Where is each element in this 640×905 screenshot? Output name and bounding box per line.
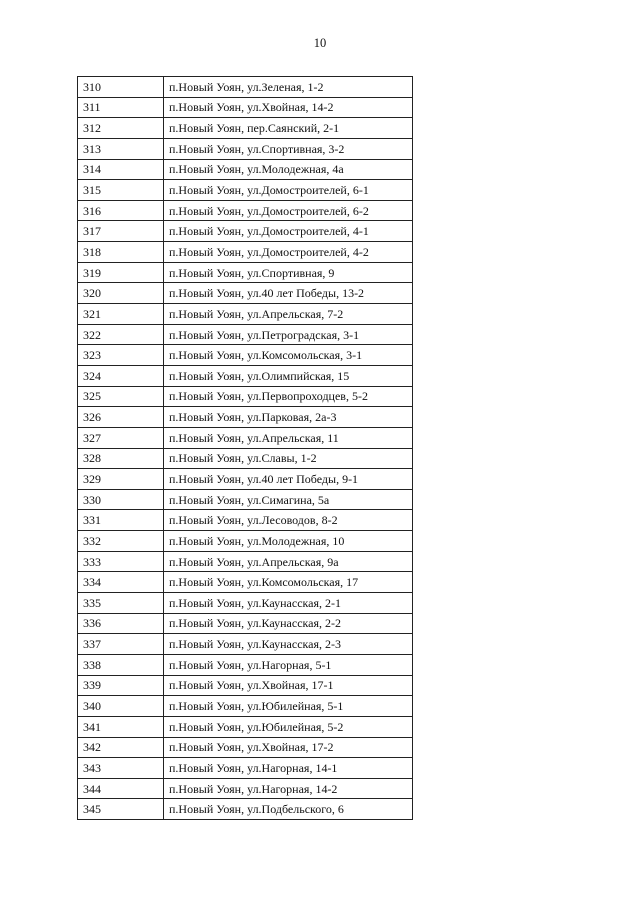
address-cell: п.Новый Уоян, ул.Каунасская, 2-1 <box>164 593 413 614</box>
row-number-cell: 319 <box>78 262 164 283</box>
table-row <box>78 386 413 407</box>
table-row <box>78 427 413 448</box>
table-row <box>78 778 413 799</box>
table-row <box>78 324 413 345</box>
row-number-cell: 326 <box>78 407 164 428</box>
table-row <box>78 118 413 139</box>
row-number-cell: 311 <box>78 97 164 118</box>
table-row <box>78 654 413 675</box>
address-cell: п.Новый Уоян, ул.Хвойная, 17-2 <box>164 737 413 758</box>
address-cell: п.Новый Уоян, ул.Славы, 1-2 <box>164 448 413 469</box>
row-number-cell: 335 <box>78 593 164 614</box>
row-number-cell: 339 <box>78 675 164 696</box>
address-cell: п.Новый Уоян, ул.Симагина, 5а <box>164 489 413 510</box>
address-cell: п.Новый Уоян, ул.Парковая, 2а-3 <box>164 407 413 428</box>
row-number-cell: 324 <box>78 365 164 386</box>
table-row <box>78 448 413 469</box>
table-row <box>78 77 413 98</box>
address-cell: п.Новый Уоян, пер.Саянский, 2-1 <box>164 118 413 139</box>
table-row <box>78 510 413 531</box>
address-cell: п.Новый Уоян, ул.Зеленая, 1-2 <box>164 77 413 98</box>
table-row <box>78 799 413 820</box>
table-row <box>78 758 413 779</box>
row-number-cell: 338 <box>78 654 164 675</box>
table-row <box>78 469 413 490</box>
row-number-cell: 320 <box>78 283 164 304</box>
address-cell: п.Новый Уоян, ул.Хвойная, 14-2 <box>164 97 413 118</box>
row-number-cell: 325 <box>78 386 164 407</box>
address-cell: п.Новый Уоян, ул.Апрельская, 11 <box>164 427 413 448</box>
address-cell: п.Новый Уоян, ул.Комсомольская, 3-1 <box>164 345 413 366</box>
row-number-cell: 344 <box>78 778 164 799</box>
address-cell: п.Новый Уоян, ул.Олимпийская, 15 <box>164 365 413 386</box>
row-number-cell: 327 <box>78 427 164 448</box>
table-row <box>78 613 413 634</box>
address-cell: п.Новый Уоян, ул.Лесоводов, 8-2 <box>164 510 413 531</box>
address-cell: п.Новый Уоян, ул.Спортивная, 9 <box>164 262 413 283</box>
row-number-cell: 328 <box>78 448 164 469</box>
address-cell: п.Новый Уоян, ул.Хвойная, 17-1 <box>164 675 413 696</box>
row-number-cell: 332 <box>78 531 164 552</box>
address-cell: п.Новый Уоян, ул.Комсомольская, 17 <box>164 572 413 593</box>
address-cell: п.Новый Уоян, ул.Нагорная, 14-2 <box>164 778 413 799</box>
page-number: 10 <box>313 36 327 50</box>
table-row <box>78 221 413 242</box>
table-row <box>78 304 413 325</box>
address-cell: п.Новый Уоян, ул.Юбилейная, 5-1 <box>164 696 413 717</box>
row-number-cell: 317 <box>78 221 164 242</box>
address-cell: п.Новый Уоян, ул.40 лет Победы, 13-2 <box>164 283 413 304</box>
row-number-cell: 331 <box>78 510 164 531</box>
address-cell: п.Новый Уоян, ул.Молодежная, 10 <box>164 531 413 552</box>
address-cell: п.Новый Уоян, ул.Апрельская, 9а <box>164 551 413 572</box>
address-cell: п.Новый Уоян, ул.Нагорная, 14-1 <box>164 758 413 779</box>
table-row <box>78 97 413 118</box>
table-row <box>78 159 413 180</box>
address-cell: п.Новый Уоян, ул.Каунасская, 2-3 <box>164 634 413 655</box>
row-number-cell: 337 <box>78 634 164 655</box>
address-cell: п.Новый Уоян, ул.Каунасская, 2-2 <box>164 613 413 634</box>
row-number-cell: 330 <box>78 489 164 510</box>
address-cell: п.Новый Уоян, ул.Молодежная, 4а <box>164 159 413 180</box>
table-row <box>78 138 413 159</box>
row-number-cell: 316 <box>78 200 164 221</box>
table-row <box>78 200 413 221</box>
table-row <box>78 593 413 614</box>
row-number-cell: 315 <box>78 180 164 201</box>
row-number-cell: 323 <box>78 345 164 366</box>
row-number-cell: 336 <box>78 613 164 634</box>
row-number-cell: 322 <box>78 324 164 345</box>
row-number-cell: 334 <box>78 572 164 593</box>
table-row <box>78 737 413 758</box>
table-row <box>78 696 413 717</box>
table-row <box>78 262 413 283</box>
address-table <box>77 76 413 820</box>
table-row <box>78 551 413 572</box>
row-number-cell: 343 <box>78 758 164 779</box>
address-cell: п.Новый Уоян, ул.Нагорная, 5-1 <box>164 654 413 675</box>
address-cell: п.Новый Уоян, ул.Домостроителей, 6-2 <box>164 200 413 221</box>
address-cell: п.Новый Уоян, ул.Первопроходцев, 5-2 <box>164 386 413 407</box>
address-cell: п.Новый Уоян, ул.Юбилейная, 5-2 <box>164 716 413 737</box>
row-number-cell: 318 <box>78 242 164 263</box>
address-cell: п.Новый Уоян, ул.Подбельского, 6 <box>164 799 413 820</box>
table-row <box>78 572 413 593</box>
row-number-cell: 310 <box>78 77 164 98</box>
table-row <box>78 675 413 696</box>
row-number-cell: 340 <box>78 696 164 717</box>
table-row <box>78 365 413 386</box>
address-cell: п.Новый Уоян, ул.Домостроителей, 6-1 <box>164 180 413 201</box>
row-number-cell: 321 <box>78 304 164 325</box>
row-number-cell: 314 <box>78 159 164 180</box>
table-row <box>78 531 413 552</box>
table-row <box>78 180 413 201</box>
row-number-cell: 312 <box>78 118 164 139</box>
table-row <box>78 345 413 366</box>
table-row <box>78 716 413 737</box>
address-cell: п.Новый Уоян, ул.Спортивная, 3-2 <box>164 138 413 159</box>
row-number-cell: 342 <box>78 737 164 758</box>
address-cell: п.Новый Уоян, ул.40 лет Победы, 9-1 <box>164 469 413 490</box>
address-cell: п.Новый Уоян, ул.Домостроителей, 4-2 <box>164 242 413 263</box>
address-table-body <box>78 77 413 820</box>
table-row <box>78 283 413 304</box>
row-number-cell: 333 <box>78 551 164 572</box>
address-cell: п.Новый Уоян, ул.Петроградская, 3-1 <box>164 324 413 345</box>
table-row <box>78 242 413 263</box>
address-cell: п.Новый Уоян, ул.Домостроителей, 4-1 <box>164 221 413 242</box>
table-row <box>78 489 413 510</box>
address-cell: п.Новый Уоян, ул.Апрельская, 7-2 <box>164 304 413 325</box>
row-number-cell: 313 <box>78 138 164 159</box>
table-row <box>78 407 413 428</box>
row-number-cell: 345 <box>78 799 164 820</box>
row-number-cell: 329 <box>78 469 164 490</box>
table-row <box>78 634 413 655</box>
row-number-cell: 341 <box>78 716 164 737</box>
